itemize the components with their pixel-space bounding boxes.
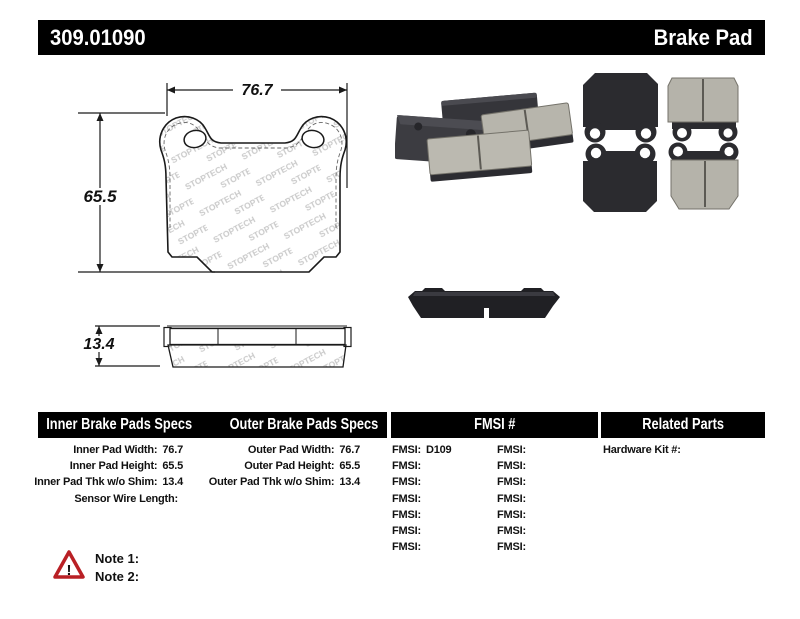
pad-front-view: [75, 82, 347, 272]
arrow-up-icon: [96, 326, 103, 334]
header-outer-specs: Outer Brake Pads Specs: [229, 416, 379, 433]
arrow-left-icon: [167, 87, 175, 94]
arrow-right-icon: [339, 87, 347, 94]
product-photos: [395, 65, 755, 327]
fmsi-label: FMSI:: [392, 476, 421, 489]
part-number: 309.01090: [50, 24, 146, 50]
arrow-up-icon: [97, 113, 104, 121]
product-photo-pads-perspective: [395, 93, 574, 182]
spec-value: 76.7: [339, 444, 360, 456]
spec-label: Sensor Wire Length:: [74, 492, 178, 505]
table-header-specs: [38, 412, 387, 438]
related-label: Hardware Kit #:: [603, 444, 681, 456]
fmsi-label: FMSI:: [392, 525, 421, 538]
spec-value: 65.5: [162, 460, 183, 473]
pad-back-bottom: [583, 144, 657, 213]
spec-row: [18, 442, 183, 458]
fmsi-row: [392, 442, 451, 458]
spec-value: 76.7: [162, 444, 183, 456]
table-header-related: [601, 412, 765, 438]
inner-specs-column: [18, 442, 183, 507]
fmsi-row: [497, 442, 531, 458]
header-inner-specs: Inner Brake Pads Specs: [46, 416, 193, 433]
fmsi-row: [392, 491, 451, 507]
spec-row: [196, 458, 360, 474]
fmsi-row: [497, 458, 531, 474]
fmsi-row: [497, 507, 531, 523]
related-row: [603, 442, 686, 458]
fmsi-row: [497, 491, 531, 507]
fmsi-column-2: [497, 442, 531, 555]
arrow-down-icon: [96, 358, 103, 366]
header-bar: [38, 20, 765, 55]
header-related: Related Parts: [642, 416, 724, 433]
table-header-fmsi: [391, 412, 598, 438]
fmsi-value: D109: [425, 444, 452, 456]
product-photo-pad-side: [408, 288, 560, 318]
spec-row: [18, 474, 183, 490]
fmsi-label: FMSI:: [497, 460, 526, 473]
arrow-down-icon: [97, 264, 104, 272]
warning-triangle-icon: [52, 549, 86, 581]
product-photo-pads-flat: [583, 73, 739, 212]
pad-side-view: [76, 325, 351, 367]
shim-top-line: [167, 325, 347, 328]
fmsi-label: FMSI:: [497, 525, 526, 538]
backing-plate: [170, 329, 345, 345]
fmsi-label: FMSI:: [497, 541, 526, 554]
related-parts-column: [603, 442, 686, 458]
fmsi-label: FMSI:: [392, 508, 421, 521]
note-1: Note 1:: [95, 551, 140, 566]
fmsi-label: FMSI:: [497, 476, 526, 489]
spec-row: [196, 442, 360, 458]
fmsi-label: FMSI:: [392, 492, 421, 505]
pad-back-top: [583, 73, 658, 143]
fmsi-row: [497, 539, 531, 555]
height-dim-label: 65.5: [83, 187, 117, 206]
fmsi-label: FMSI:: [497, 444, 526, 456]
pad-friction-bottom: [669, 143, 739, 210]
spec-label: Inner Pad Thk w/o Shim:: [34, 476, 158, 489]
friction-material: [168, 345, 346, 367]
spec-row: [18, 458, 183, 474]
fmsi-row: [392, 539, 451, 555]
outer-specs-column: [196, 442, 360, 491]
fmsi-row: [497, 523, 531, 539]
fmsi-row: [497, 474, 531, 490]
thickness-dim-label: 13.4: [83, 336, 115, 353]
spec-label: Outer Pad Thk w/o Shim:: [208, 476, 335, 489]
fmsi-label: FMSI:: [497, 492, 526, 505]
technical-drawing: [55, 78, 400, 390]
spec-label: Outer Pad Width:: [247, 444, 335, 456]
fmsi-label: FMSI:: [392, 541, 421, 554]
pad-friction-top: [668, 78, 738, 142]
spec-label: Inner Pad Height:: [69, 460, 158, 473]
note-2: Note 2:: [95, 569, 140, 584]
fmsi-column-1: [392, 442, 451, 555]
spec-row: [196, 474, 360, 490]
fmsi-row: [392, 474, 451, 490]
fmsi-row: [392, 458, 451, 474]
fmsi-label: FMSI:: [497, 508, 526, 521]
warning-exclamation: !: [66, 562, 72, 579]
fmsi-label: FMSI:: [392, 444, 421, 456]
spec-value: 13.4: [162, 476, 183, 489]
fmsi-row: [392, 523, 451, 539]
width-dim-label: 76.7: [241, 82, 273, 99]
spec-label: Inner Pad Width:: [73, 444, 158, 456]
fmsi-row: [392, 507, 451, 523]
spec-value: 65.5: [339, 460, 360, 473]
fmsi-label: FMSI:: [392, 460, 421, 473]
spec-value: 13.4: [339, 476, 360, 489]
header-fmsi: FMSI #: [473, 416, 516, 433]
spec-label: Outer Pad Height:: [244, 460, 335, 473]
spec-row: [18, 491, 183, 507]
product-title: Brake Pad: [653, 24, 753, 50]
